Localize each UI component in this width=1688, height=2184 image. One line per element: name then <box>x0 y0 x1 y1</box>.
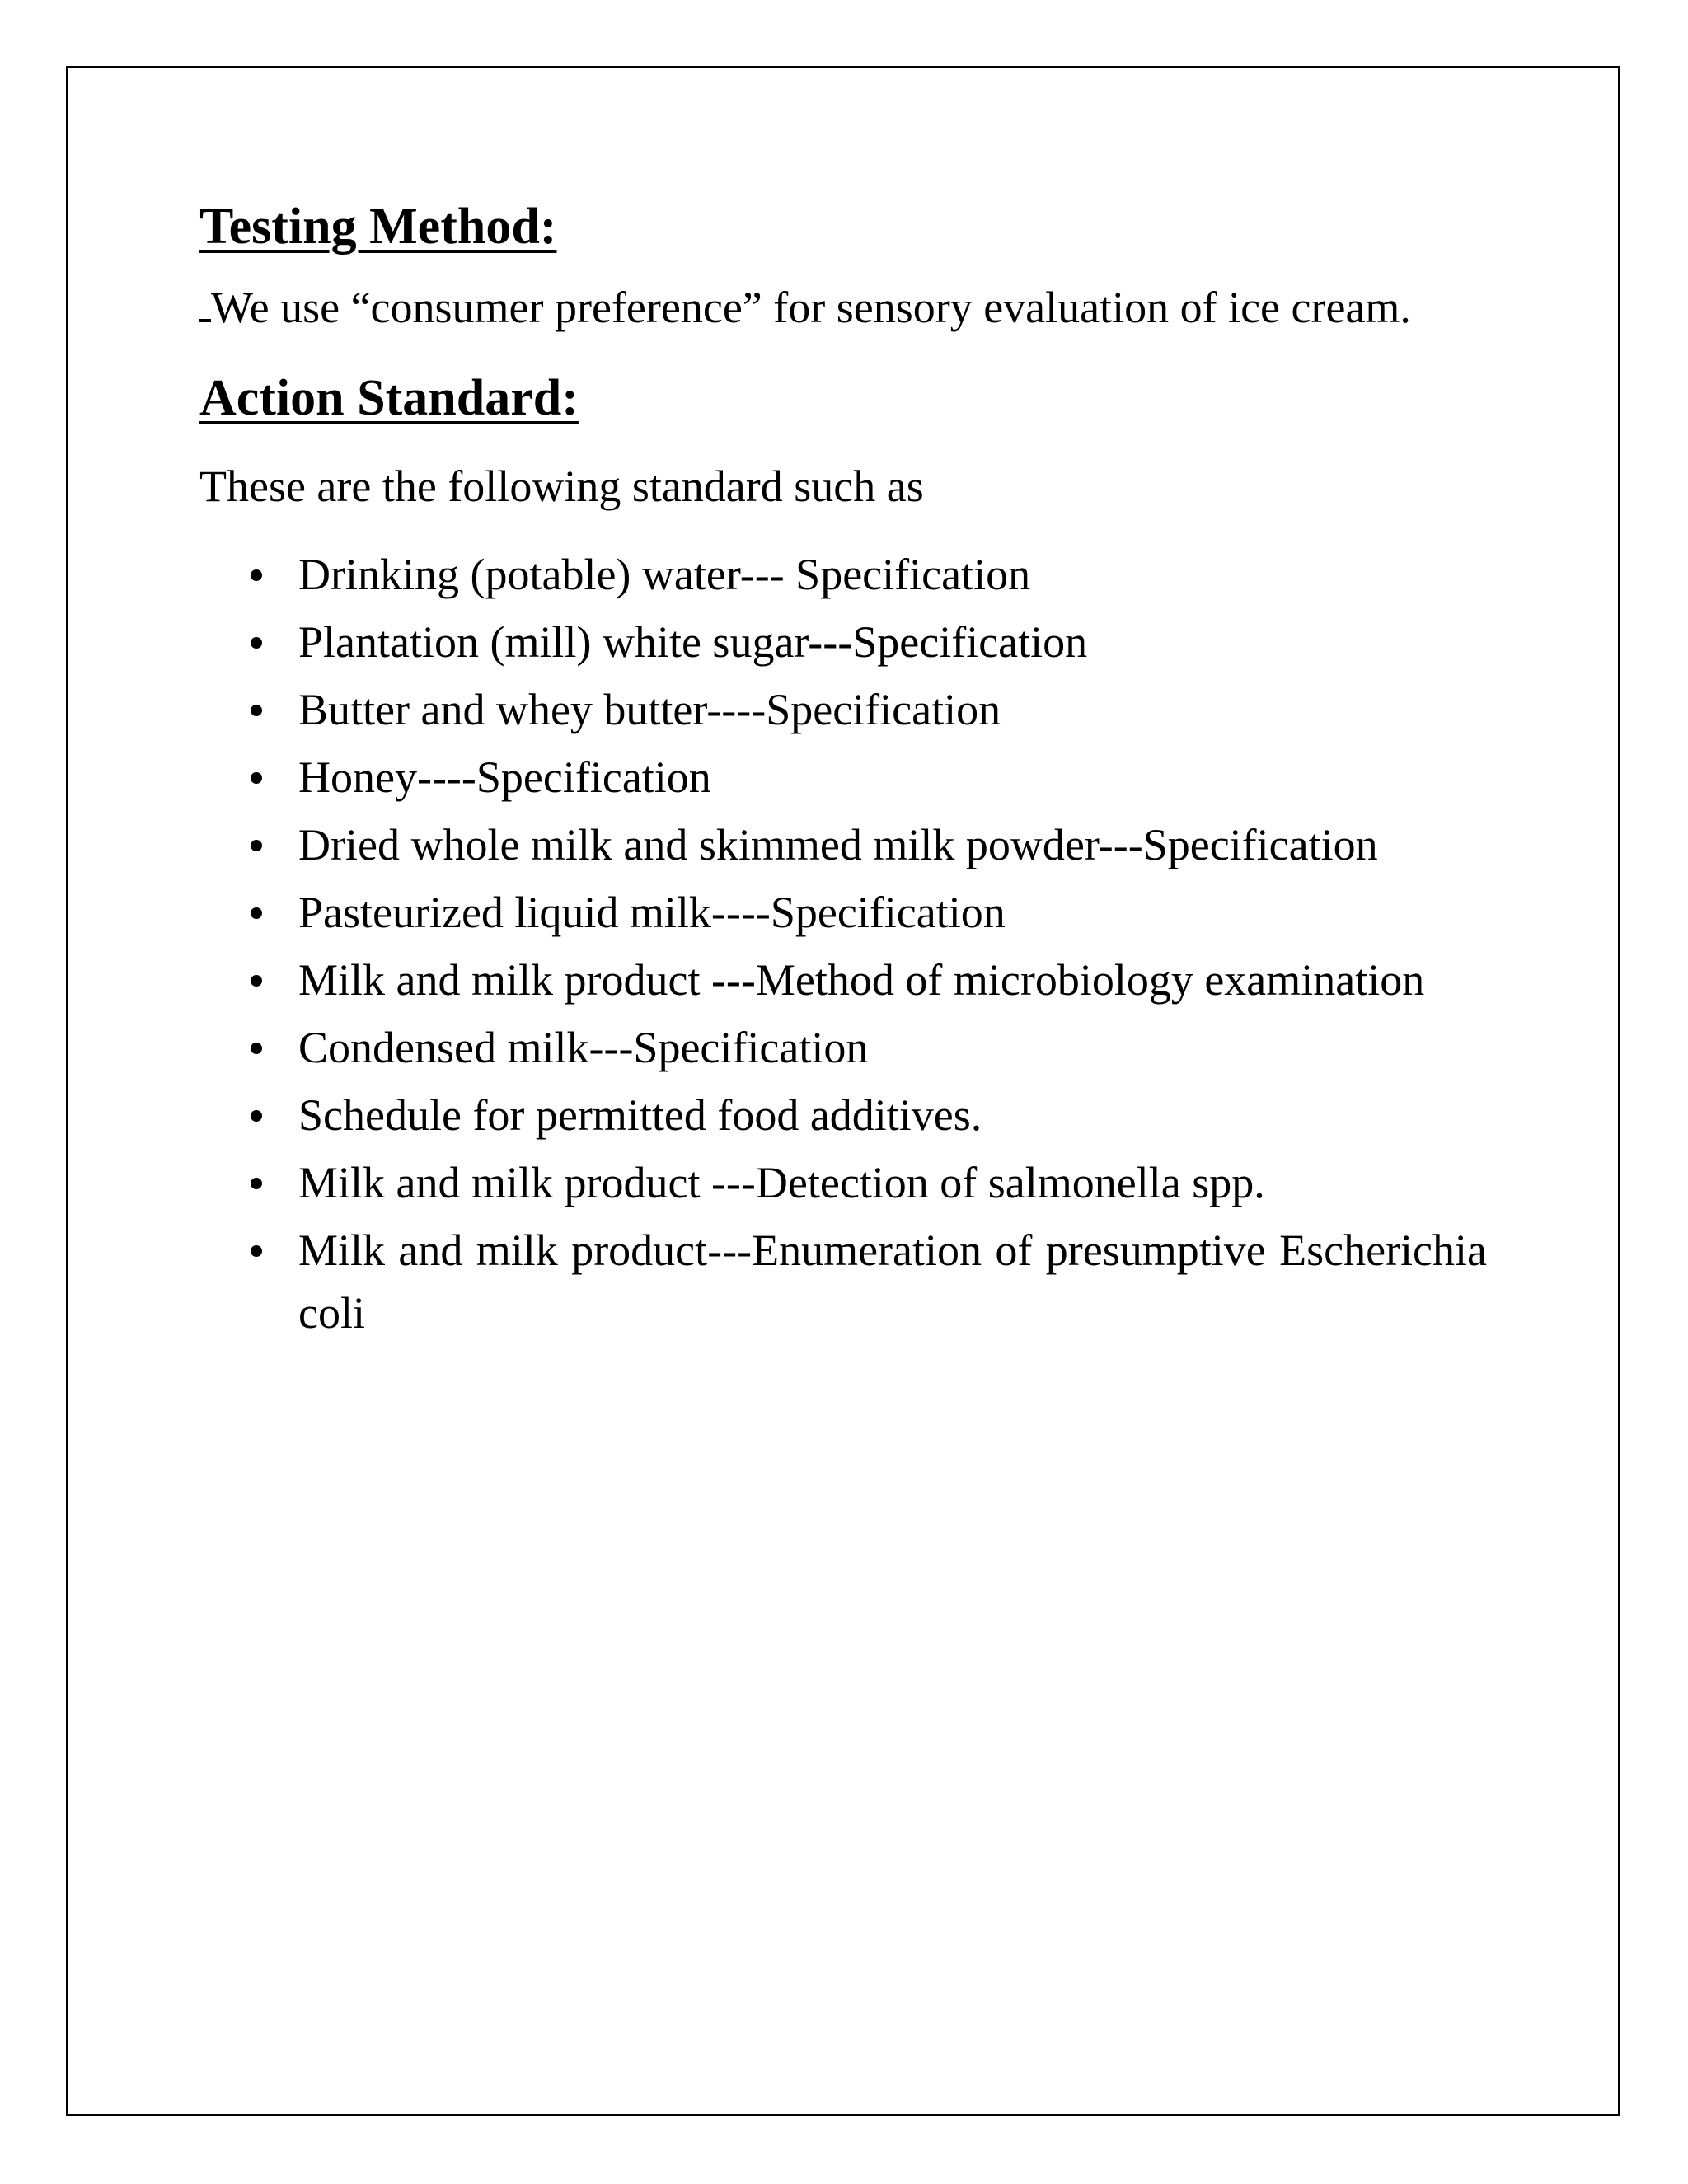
list-item-text: Milk and milk product ---Detection of salmonella spp. <box>298 1157 1265 1207</box>
list-item-text: Pasteurized liquid milk----Specification <box>298 887 1006 937</box>
standards-list <box>199 543 1487 1344</box>
action-standard-intro: These are the following standard such as <box>199 461 924 511</box>
bullet-icon <box>251 907 262 919</box>
testing-method-heading: Testing Method: <box>199 199 557 255</box>
list-item <box>199 678 1487 741</box>
list-item-text: Plantation (mill) white sugar---Specification <box>298 616 1088 667</box>
list-item-text: Butter and whey butter----Specification <box>298 684 1001 734</box>
bullet-icon <box>251 1043 262 1054</box>
testing-method-text: We use “consumer preference” for sensory evaluation of ice cream. <box>211 283 1411 333</box>
list-item-text: Milk and milk product ---Method of microbiology examination <box>298 954 1425 1005</box>
bullet-icon <box>251 569 262 581</box>
list-item <box>199 543 1487 606</box>
list-item <box>199 1016 1487 1079</box>
bullet-icon <box>251 975 262 987</box>
list-item <box>199 813 1487 876</box>
list-item <box>199 949 1487 1011</box>
document-content <box>199 196 1487 1349</box>
bullet-icon <box>251 637 262 649</box>
list-item <box>199 611 1487 673</box>
list-item-text: Condensed milk---Specification <box>298 1022 869 1072</box>
bullet-icon <box>251 1178 262 1189</box>
list-item-text: Schedule for permitted food additives. <box>298 1090 982 1140</box>
list-item <box>199 746 1487 808</box>
underline-mark <box>199 286 211 322</box>
bullet-icon <box>251 705 262 716</box>
bullet-icon <box>251 1245 262 1257</box>
list-item-text: Dried whole milk and skimmed milk powder---Specification <box>298 819 1378 869</box>
bullet-icon <box>251 840 262 851</box>
list-item-text: Drinking (potable) water--- Specification <box>298 549 1031 599</box>
list-item-text: Honey----Specification <box>298 752 711 802</box>
list-item <box>199 881 1487 944</box>
action-standard-heading: Action Standard: <box>199 370 579 427</box>
list-item <box>199 1219 1487 1344</box>
list-item-text: Milk and milk product---Enumeration of presumptive Escherichia coli <box>298 1225 1487 1338</box>
list-item <box>199 1084 1487 1146</box>
bullet-icon <box>251 1110 262 1122</box>
list-item <box>199 1151 1487 1214</box>
testing-method-paragraph <box>199 275 1487 340</box>
bullet-icon <box>251 772 262 784</box>
